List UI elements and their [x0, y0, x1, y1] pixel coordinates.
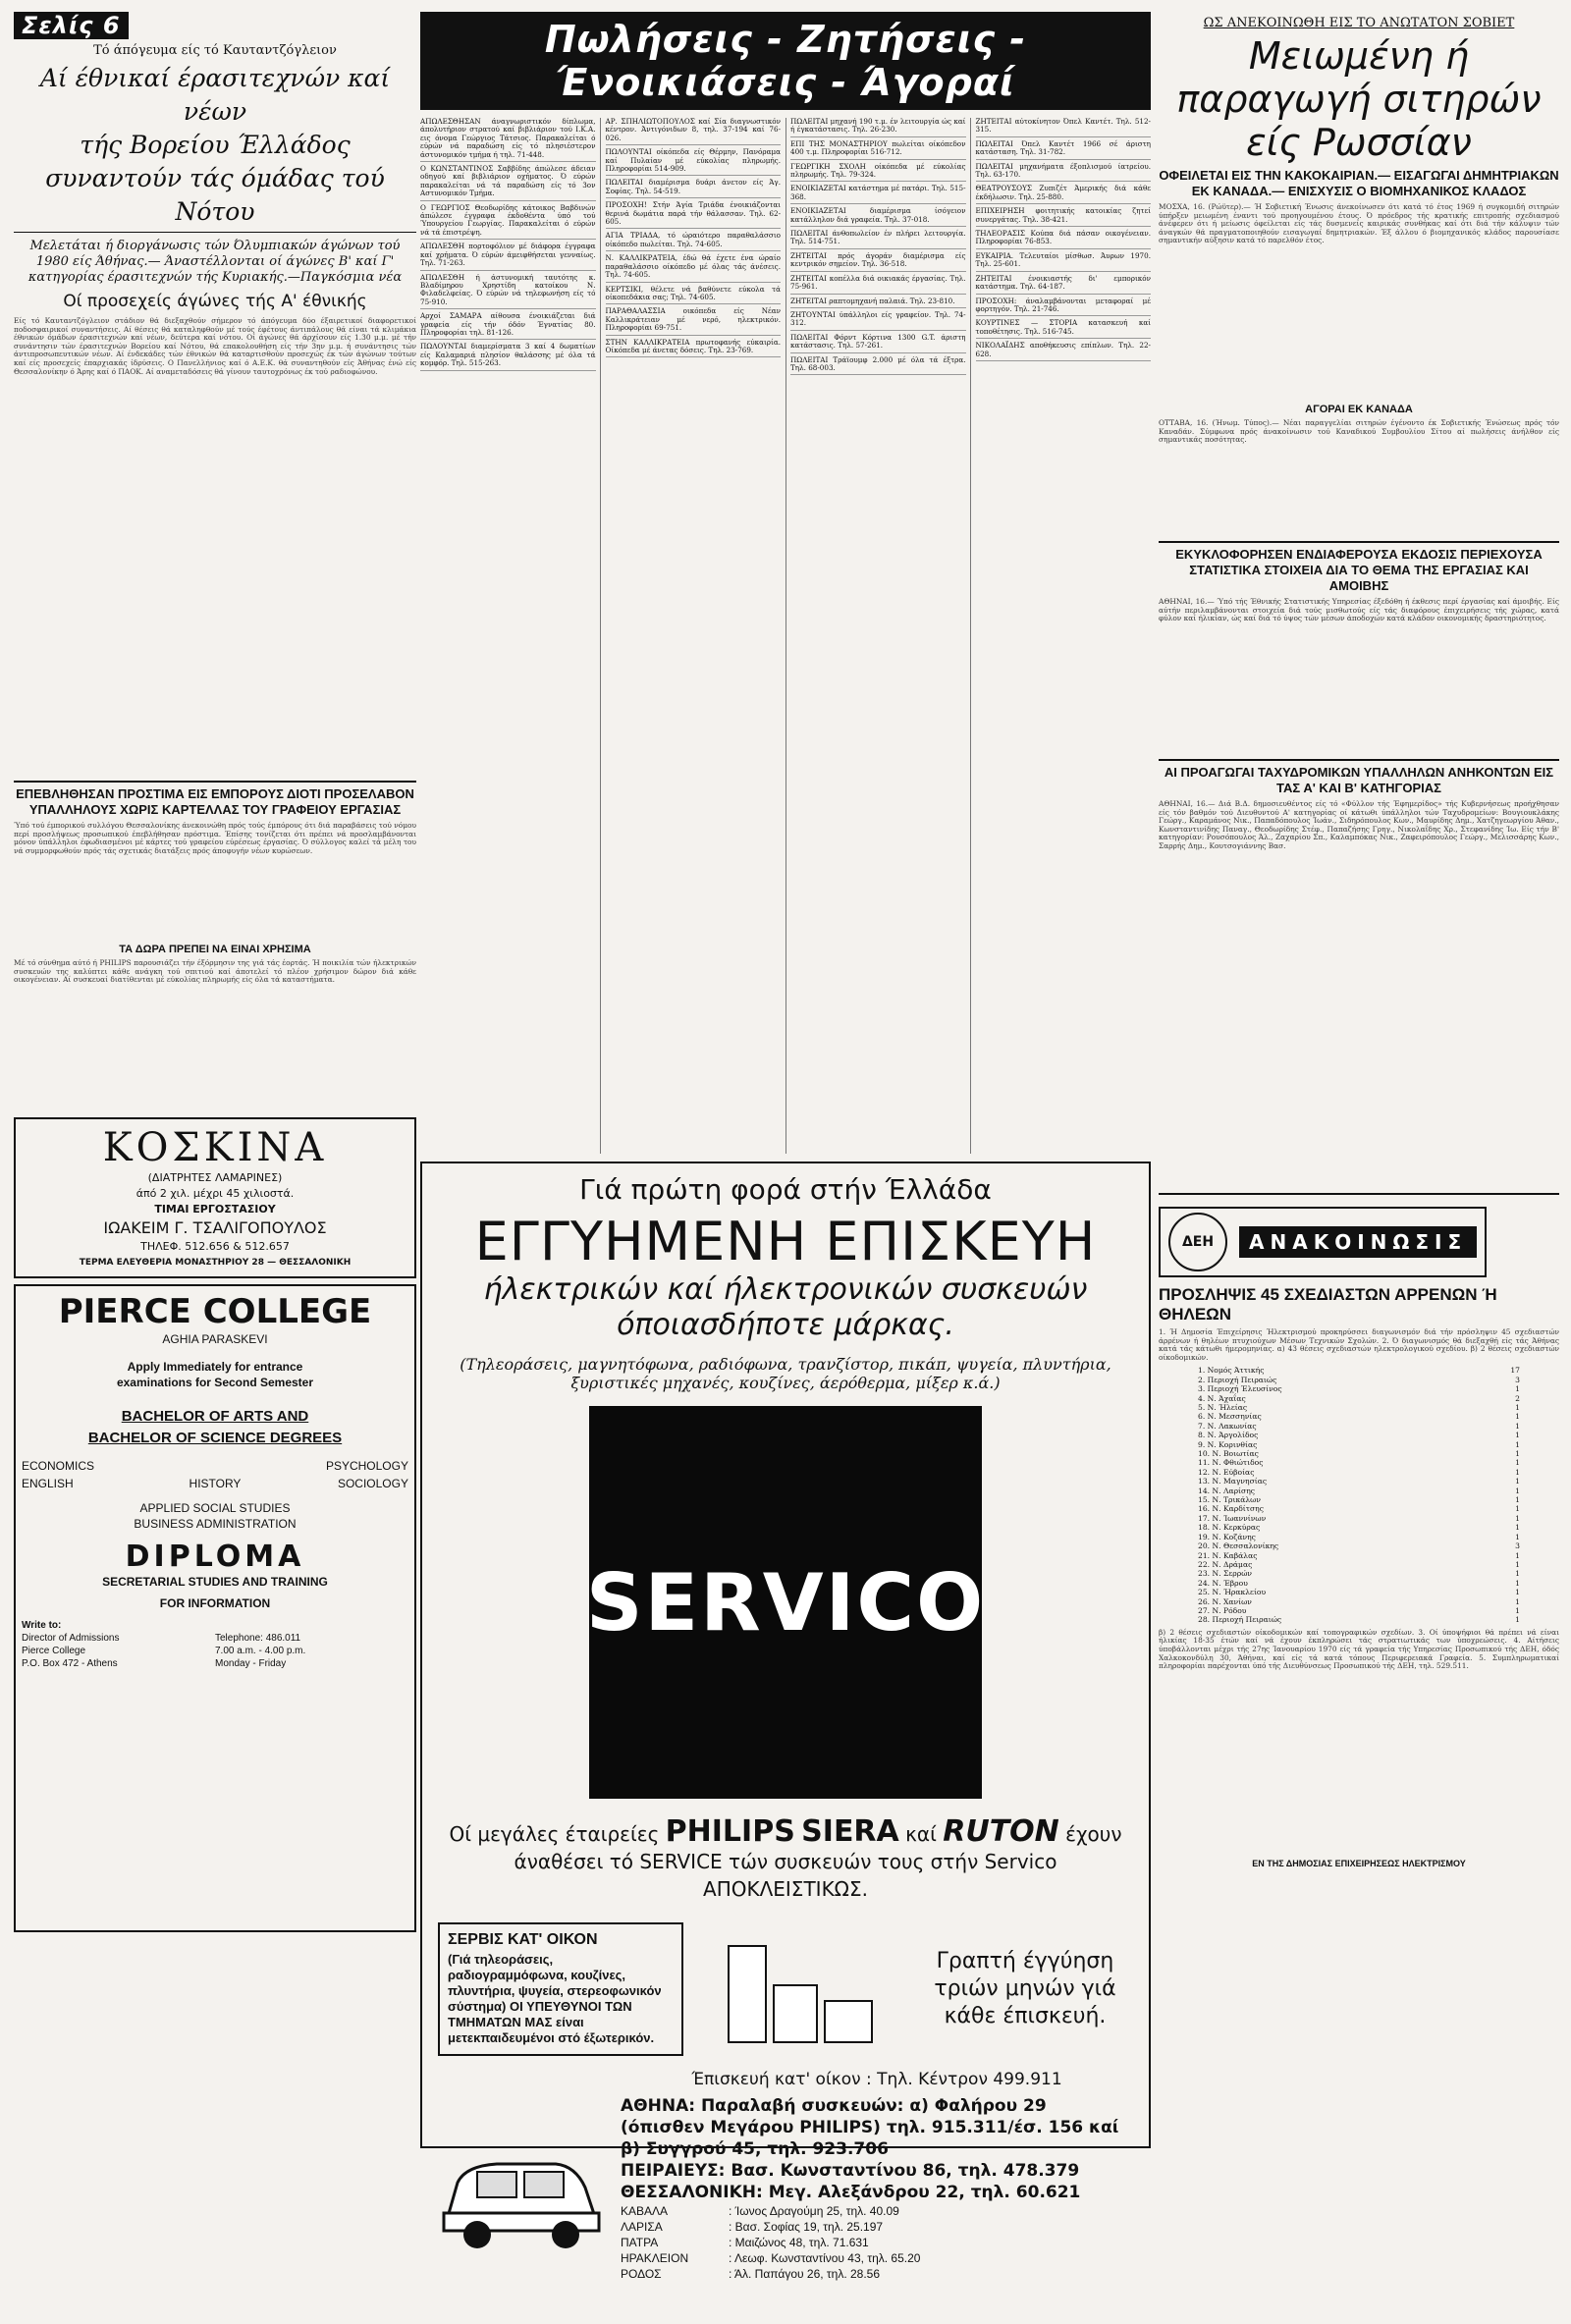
city-address: : Βασ. Σοφίας 19, τηλ. 25.197 [729, 2220, 884, 2234]
list-item: 8. Ν. Άργολίδος 1 [1198, 1431, 1520, 1440]
subject [150, 1459, 279, 1473]
ad-addresses [438, 2070, 1133, 2282]
subject: SOCIOLOGY [337, 1477, 408, 1490]
statistics-headline: ΕΚΥΚΛΟΦΟΡΗΣΕΝ ΕΝΔΙΑΦΕΡΟΥΣΑ ΕΚΔΟΣΙΣ ΠΕΡΙΕΧΟΥΣΑ ΣΤΑΤΙΣΤΙΚΑ ΣΤΟΙΧΕΙΑ ΔΙΑ ΤΟ ΘΕΜΑ ΤΗΣ ΕΡΓΑΣΙΑΣ ΚΑΙ ΑΜΟΙΒΗΣ [1175, 547, 1543, 593]
headline-line: Αί έθνικαί έρασιτεχνών καί νέων [39, 64, 391, 126]
list-item: 6. Ν. Μεσσηνίας 1 [1198, 1412, 1520, 1422]
list-item: 4. Ν. Άχαΐας 2 [1198, 1393, 1520, 1403]
city-name: ΚΑΒΑΛΑ [621, 2204, 669, 2218]
classified-ad: ΑΠΩΛΕΣΘΗ πορτοφόλιον μέ διάφορα έγγραφα καί χρήματα. Ό εύρών άμειφθήσεται γενναίως. Τηλ. 71-263. [420, 243, 596, 270]
city-name: ΗΡΑΚΛΕΙΟΝ [621, 2251, 689, 2265]
classified-ad: ΠΩΛΕΙΤΑΙ διαμέρισμα δυάρι άνετον είς Άγ. Σοφίας. Τηλ. 54-519. [606, 179, 782, 198]
ad-address-block [621, 2070, 1133, 2282]
list-item: 3. Περιοχή Έλευσίνος 1 [1198, 1384, 1520, 1394]
list-item: 9. Ν. Κορινθίας 1 [1198, 1439, 1520, 1449]
classified-ad: ΖΗΤΕΙΤΑΙ πρός άγοράν διαμέρισμα είς κεντρικόν σημείον. Τηλ. 36-518. [790, 252, 966, 272]
home-call-line: Έπισκευή κατ' οίκον : Τηλ. Κέντρον 499.911 [691, 2070, 1062, 2089]
announcement-body: 1. Ή Δημοσία Έπιχείρησις Ήλεκτρισμού προκηρύσσει διαγωνισμόν διά τήν πρόσληψιν 45 σχεδιαστών άρρένων ή θηλέων πτυχιούχων Μέσων Τεχνικών Σχολών. 2. Ό διαγωνισμός θά διεξαχθή είς τάς Άθήνας κατά τάς κάτωθι ήμερομηνίας. α) 43 θέσεις σχεδιαστών ηλεκτρολογικού σχεδίου. β) 2 θέσεις σχεδιαστών οίκοδομικών. [1159, 1327, 1559, 1362]
pierce-apply-line: Apply Immediately for entrance [127, 1360, 303, 1374]
postal-headline: ΑΙ ΠΡΟΑΓΩΓΑΙ ΤΑΧΥΔΡΟΜΙΚΩΝ ΥΠΑΛΛΗΛΩΝ ΑΝΗΚΟΝΤΩΝ ΕΙΣ ΤΑΣ Α' ΚΑΙ Β' ΚΑΤΗΓΟΡΙΑΣ [1164, 765, 1554, 795]
classified-ad: ΠΩΛΕΙΤΑΙ Όπελ Καντέτ 1966 σέ άριστη κατάσταση. Τηλ. 31-782. [976, 140, 1152, 160]
classified-ad: ΚΕΡΤΣΙΚΙ, θέλετε νά βαθύνετε εύκολα τά οίκοπεδάκια σας; Τηλ. 74-605. [606, 286, 782, 305]
classified-ad: ΑΓΙΑ ΤΡΙΑΔΑ, τό ώραιότερο παραθαλάσσιο οίκόπεδο πωλείται. Τηλ. 74-605. [606, 232, 782, 251]
city-name: ΠΑΤΡΑ [621, 2236, 659, 2249]
list-item: 23. Ν. Σερρών 1 [1198, 1569, 1520, 1579]
list-item: 27. Ν. Ρόδου 1 [1198, 1605, 1520, 1615]
ussr-headline: Μειωμένη ή παραγωγή σιτηρών είς Ρωσσίαν [1176, 34, 1542, 164]
classified-ad: ΠΩΛΕΙΤΑΙ άνθοπωλείον έν πλήρει λειτουργία. Τηλ. 514-751. [790, 230, 966, 249]
sports-lede: Μελετάται ή διοργάνωσις τών Όλυμπιακών άγώνων τού 1980 είς Άθήνας.— Άναστέλλονται οί άγώνες Β' καί Γ' κατηγορίας έρασιτεχνών τής Κυριακής.—Παγκόσμια νέα [27, 239, 403, 285]
ussr-deck: ΟΦΕΙΛΕΤΑΙ ΕΙΣ ΤΗΝ ΚΑΚΟΚΑΙΡΙΑΝ.— ΕΙΣΑΓΩΓΑΙ ΔΗΜΗΤΡΙΑΚΩΝ ΕΚ ΚΑΝΑΔΑ.— ΕΝΙΣΧΥΣΙΣ Ο ΒΙΟΜΗΧΑΝΙΚΟΣ ΚΛΑΔΟΣ [1159, 168, 1559, 198]
pierce-college-ad [14, 1284, 416, 1932]
fines-article-body: Ύπό τού έμπορικού συλλόγου Θεσσαλονίκης άνεκοινώθη πρός τούς έμπόρους ότι διά παραβάσεις τού νόμου περί προσλήψεως προσωπικού έπεβλήθησαν πρόστιμα. Έπίσης τονίζεται ότι πρέπει νά προσλαμβάνονται μόνον ύπάλληλοι έφωδιασμένοι μέ κάρτες τού γραφείου εύρέσεως έργασίας. Ό σύλλογος καλεί τά μέλη του νά συμμορφωθούν πρός τάς σχετικάς διατάξεις πρός άποφυγήν νέων κυρώσεων. [14, 821, 416, 855]
city-name: ΛΑΡΙΣΑ [621, 2220, 663, 2234]
list-item: 12. Ν. Εύβοίας 1 [1198, 1467, 1520, 1477]
thessaloniki-address: ΘΕΣΣΑΛΟΝΙΚΗ: Μεγ. Αλεξάνδρου 22, τηλ. 60.621 [621, 2183, 1081, 2202]
koskina-prices: ΤΙΜΑΙ ΕΡΓΟΣΤΑΣΙΟΥ [154, 1203, 276, 1216]
headline-line: συναντούν τάς όμάδας τού Νότου [45, 164, 385, 226]
classified-ad: ΖΗΤΕΙΤΑΙ ραπτομηχανή παλαιά. Τηλ. 23-810. [790, 297, 966, 308]
contact-line: 7.00 a.m. - 4.00 p.m. [215, 1646, 306, 1656]
classified-ad: ΖΗΤΕΙΤΑΙ ένοικιαστής δι' εμπορικόν κατάστημα. Τηλ. 64-187. [976, 275, 1152, 295]
list-item: 25. Ν. Ήρακλείου 1 [1198, 1588, 1520, 1597]
classified-ad: ΠΩΛΟΥΝΤΑΙ διαμερίσματα 3 καί 4 δωματίων είς Καλαμαριά πλησίον θαλάσσης μέ όλα τά κομφόρ. Τηλ. 515-263. [420, 343, 596, 370]
classified-ad: ΕΠΙ ΤΗΣ ΜΟΝΑΣΤΗΡΙΟΥ πωλείται οίκόπεδον 400 τ.μ. Πληροφορίαι 516-712. [790, 140, 966, 160]
list-item: 10. Ν. Βοιωτίας 1 [1198, 1449, 1520, 1459]
ad-subline: ήλεκτρικών καί ήλεκτρονικών συσκευών [483, 1272, 1088, 1307]
classified-ad: ΕΠΙΧΕΙΡΗΣΗ φοιτητικής κατοικίας ζητεί συνεργάτας. Τηλ. 38-421. [976, 207, 1152, 227]
list-item: 22. Ν. Δράμας 1 [1198, 1559, 1520, 1569]
classified-ad: ΣΤΗΝ ΚΑΛΛΙΚΡΑΤΕΙΑ πρωτοφανής εύκαιρία. Οίκόπεδα μέ άνετας δόσεις. Τηλ. 23-769. [606, 339, 782, 358]
list-item: 19. Ν. Κοζάνης 1 [1198, 1532, 1520, 1541]
classified-ad: ΠΩΛΕΙΤΑΙ Φόρντ Κόρτινα 1300 G.T. άριστη κατάστασις. Τηλ. 57-261. [790, 334, 966, 353]
classified-ad: ΠΡΟΣΟΧΗ! Στήν Άγία Τριάδα ένοικιάζονται θερινά δωμάτια παρά τήν θάλασσαν. Τηλ. 62-605. [606, 201, 782, 229]
list-item: 5. Ν. Ήλείας 1 [1198, 1403, 1520, 1412]
classified-ad: ΑΠΩΛΕΣΘΗ ή άστυνομική ταυτότης κ. Βλαδίμηρου Χρηστίδη κατοίκου Ν. Φιλαδελφείας. Ό εύρών νά τηλεφωνήση είς τό 75-910. [420, 274, 596, 310]
dei-announcement [1159, 1193, 1559, 1868]
city-address: : Ίωνος Δραγούμη 25, τηλ. 40.09 [729, 2204, 899, 2218]
pierce-subjects [22, 1459, 408, 1490]
left-column [14, 12, 416, 1932]
brand-philips: PHILIPS [665, 1814, 795, 1849]
subject: ECONOMICS [22, 1459, 95, 1473]
pierce-contact [22, 1619, 408, 1670]
subject: PSYCHOLOGY [325, 1459, 408, 1473]
ussr-kicker: ΩΣ ΑΝΕΚΟΙΝΩΘΗ ΕΙΣ ΤΟ ΑΝΩΤΑΤΟΝ ΣΟΒΙΕΤ [1203, 16, 1515, 30]
home-service-title: ΣΕΡΒΙΣ ΚΑΤ' ΟΙΚΟΝ [448, 1931, 598, 1948]
classified-ad: ΘΕΑΤΡΟΥΣΟΥΣ Ζυπιζέτ Άμερικής διά κάθε έκδήλωσιν. Τηλ. 25-880. [976, 185, 1152, 204]
ad-guarantee: Γραπτή έγγύηση τριών μηνών γιά κάθε έπισκευή. [934, 1949, 1116, 2028]
city-name: ΡΟΔΟΣ [621, 2267, 662, 2281]
pierce-apply-line: examinations for Second Semester [116, 1376, 314, 1389]
announcement-body-2: β) 2 θέσεις σχεδιαστών οίκοδομικών καί τοπογραφικών σχεδίων. 3. Οί ύποψήφιοι θά πρέπει νά είναι ήλικίας 18-35 έτών καί νά έχουν έκπληρώσει τάς στρατιωτικάς των ύποχρεώσεις. 4. Αίτήσεις ύποβάλλονται μέχρι τής 27ης Ίανουαρίου 1970 είς τά γραφεία τής Υπηρεσίας Προσωπικού τής ΔΕΗ, όδός Χαλκοκονδύλη 30, Άθήναι, καί είς τά κατά τόπους Περιφερειακά Γραφεία. 5. Συμπληρωματικαί πληροφορίαι παρέχονται ύπό τής Διευθύνσεως Προσωπικού τής ΔΕΗ, τηλ. 529.511. [1159, 1627, 1559, 1671]
headline-line: τής Βορείου Έλλάδος [80, 131, 351, 159]
classified-ad: ΝΙΚΟΛΑΪΔΗΣ αποθήκευσις επίπλων. Τηλ. 22-628. [976, 342, 1152, 361]
sports-subhead: Οί προσεχείς άγώνες τής Α' έθνικής [63, 292, 367, 311]
gifts-headline: ΤΑ ΔΩΡΑ ΠΡΕΠΕΙ ΝΑ ΕΙΝΑΙ ΧΡΗΣΙΜΑ [119, 944, 311, 955]
contact-line: Pierce College [22, 1646, 86, 1656]
pierce-degree: BACHELOR OF SCIENCE DEGREES [87, 1430, 343, 1446]
canada-subhead: ΑΓΟΡΑΙ ΕΚ ΚΑΝΑΔΑ [1305, 404, 1413, 415]
classified-ad: ΠΩΛΕΙΤΑΙ μηχανή 190 τ.μ. έν λειτουργία ώς καί ή έγκατάστασις. Τηλ. 26-230. [790, 118, 966, 137]
classified-ad: ΠΑΡΑΘΑΛΑΣΣΙΑ οικόπεδα είς Νέαν Καλλικράτειαν μέ νερό, ηλεκτρικόν. Πληροφορίαι 69-751. [606, 307, 782, 335]
classified-ad: ΕΥΚΑΙΡΙΑ. Τελευταίοι μίσθωσ. Άυρων 1970. Τηλ. 25-601. [976, 252, 1152, 272]
write-to: Write to: [22, 1620, 62, 1631]
piraeus-address: ΠΕΙΡΑΙΕΥΣ: Βασ. Κωνσταντίνου 86, τηλ. 478.379 [621, 2161, 1080, 2181]
classified-ad: ΑΠΩΛΕΣΘΗΣΑΝ άναγνωριστικόν δίπλωμα, άπολυτήριον στρατού καί βιβλιάριον τού Ι.Κ.Α. εις όνομα Γεώργιος Τάτσιος. Παρακαλείται ό εύρών νά παραδώση είς τό πλησιέστερον άστυνομικόν τμήμα ή τηλ. 71-448. [420, 118, 596, 162]
list-item: 7. Ν. Λακωνίας 1 [1198, 1421, 1520, 1431]
dei-logo: ΔΕΗ [1168, 1213, 1227, 1271]
ad-appliance-list: (Τηλεοράσεις, μαγνητόφωνα, ραδιόφωνα, τρανζίστορ, πικάπ, ψυγεία, πλυντήρια, ξυριστικές μηχανές, κουζίνες, άερόθερμα, μίξερ κ.ά.) [460, 1355, 1111, 1392]
classified-ad: ΖΗΤΟΥΝΤΑΙ ύπάλληλοι είς γραφείον. Τηλ. 74-312. [790, 311, 966, 331]
tv-icon [824, 2000, 873, 2043]
contact-line: P.O. Box 472 - Athens [22, 1658, 118, 1669]
koskina-size: άπό 2 χιλ. μέχρι 45 χιλιοστά. [135, 1187, 295, 1200]
list-item: 15. Ν. Τρικάλων 1 [1198, 1495, 1520, 1505]
athens-address: ΑΘΗΝΑ: Παραλαβή συσκευών: α) Φαλήρου 29 (όπισθεν Μεγάρου PHILIPS) τηλ. 915.311/έσ. 156 καί β) Συγγρού 45, τηλ. 923.706 [621, 2096, 1119, 2159]
list-item: 13. Ν. Μαγνησίας 1 [1198, 1477, 1520, 1486]
contact-line: Director of Admissions [22, 1633, 120, 1644]
right-column [1159, 12, 1559, 1872]
contact-line: Telephone: 486.011 [215, 1633, 301, 1644]
ad-brands-line: άναθέσει τό SERVICE τών συσκευών τους στήν Servico ΑΠΟΚΛΕΙΣΤΙΚΩΣ. [514, 1850, 1057, 1901]
canada-article-body: ΟΤΤΑΒΑ, 16. (Ήνωμ. Τύπος).— Νέαι παραγγελίαι σιτηρών έγένοντο έκ Σοβιετικής Ένώσεως πρός τόν Καναδάν. Σύμφωνα πρός άνακοίνωσιν τού Καναδικού Συμβουλίου Σίτου αί πωλήσεις άνήλθον είς σημαντικάς ποσότητας. [1159, 418, 1559, 445]
pierce-diploma-sub: SECRETARIAL STUDIES AND TRAINING [102, 1575, 328, 1589]
list-item: 17. Ν. Ίωαννίνων 1 [1198, 1513, 1520, 1523]
appliances-illustration [722, 1935, 879, 2043]
classified-ad: ΓΕΩΡΓΙΚΗ ΣΧΟΛΗ οίκόπεδα μέ εύκολίας πληρωμής. Τηλ. 79-324. [790, 163, 966, 183]
subject: BUSINESS ADMINISTRATION [134, 1517, 297, 1531]
pierce-diploma-sub: FOR INFORMATION [159, 1596, 271, 1610]
list-item: 24. Ν. Έβρου 1 [1198, 1578, 1520, 1588]
classified-ad: ΕΝΟΙΚΙΑΖΕΤΑΙ κατάστημα μέ πατάρι. Τηλ. 515-368. [790, 185, 966, 204]
pierce-title: PIERCE COLLEGE [58, 1292, 372, 1331]
list-item: 21. Ν. Καβάλας 1 [1198, 1550, 1520, 1560]
koskina-phone: ΤΗΛΕΦ. 512.656 & 512.657 [140, 1240, 290, 1253]
classified-ad: ΠΡΟΣΟΧΗ: άναλαμβάνονται μεταφοραί μέ φορτηγόν. Τηλ. 21-746. [976, 297, 1152, 317]
ad-guaranteed-repair: ΕΓΓΥΗΜΕΝΗ ΕΠΙΣΚΕΥΗ [474, 1211, 1097, 1272]
list-item: 14. Ν. Λαρίσης 1 [1198, 1486, 1520, 1495]
servico-logo: SERVICO [589, 1406, 982, 1799]
brand-siera: SIERA [801, 1814, 899, 1849]
classified-ad: ΖΗΤΕΙΤΑΙ κοπέλλα διά οικιακάς έργασίας. Τηλ. 75-961. [790, 275, 966, 295]
postal-article-body: ΑΘΗΝΑΙ, 16.— Διά Β.Δ. δημοσιευθέντος είς τό «Φύλλον τής Έφημερίδος» τής Κυβερνήσεως προήχθησαν είς τόν βαθμόν τού Διευθυντού Α' κατηγορίας οί κάτωθι ύπάλληλοι τών Ταχυδρομείων: Βουγιουκλάκης Γεώργ., Καραμάνος Νικ., Παπαδόπουλος Ίωάν., Σιδηρόπουλος Κων., Μαυρίδης Δημ., Χατζηγεωργίου Άθαν., Κωνσταντινίδης Παναγ., Θεοδωρίδης Στέφ., Παπαζήσης Γρηγ., Νικολαΐδης Χρ., Στεφανίδης Ίω. Είς τήν Β' κατηγορίαν: Ρουσόπουλος Άλ., Ζαχαρίου Σπ., Καλαμπόκας Νικ., Ζαφειρόπουλος Γεώργ., Μελισσάρης Κων., Σαρρής Δημ., Κουτσογιάννης Βασ. [1159, 799, 1559, 850]
classified-ad: ΠΩΛΟΥΝΤΑΙ οίκόπεδα είς Θέρμην, Πανόραμα καί Πυλαίαν μέ εύκολίας πληρωμής. Πληροφορίαι 514-909. [606, 148, 782, 176]
list-item: 1. Νομός Άττικής 17 [1198, 1366, 1520, 1376]
sports-headline [14, 62, 416, 229]
subject: HISTORY [189, 1477, 242, 1490]
announcement-word: ΑΝΑΚΟΙΝΩΣΙΣ [1239, 1226, 1477, 1258]
classified-ad: ΑΡ. ΣΠΗΛΙΩΤΟΠΟΥΛΟΣ καί Σία διαγνωστικόν κέντρον. Άντιγόνιδων 8, τηλ. 37-194 καί 76-026. [606, 118, 782, 145]
list-item: 2. Περιοχή Πειραιώς 3 [1198, 1375, 1520, 1384]
list-item: 16. Ν. Καρδίτσης 1 [1198, 1504, 1520, 1514]
subject: APPLIED SOCIAL STUDIES [139, 1501, 291, 1515]
section-tag: Σελίς 6 [14, 12, 416, 39]
list-item: 28. Περιοχή Πειραιώς 1 [1198, 1615, 1520, 1625]
classified-ad: ΚΟΥΡΤΙΝΕΣ — ΣΤΟΡΙΑ κατασκευή καί τοποθέτησις. Τηλ. 516-745. [976, 319, 1152, 339]
announcement-list [1159, 1366, 1559, 1624]
city-addresses [621, 2203, 1133, 2282]
koskina-ad [14, 1117, 416, 1278]
classified-ad: ΖΗΤΕΙΤΑΙ αύτοκίνητον Όπελ Καντέτ. Τηλ. 512-315. [976, 118, 1152, 137]
middle-column [420, 12, 1151, 2281]
koskina-title: ΚΟΣΚΙΝΑ [102, 1125, 328, 1170]
ussr-article-body: ΜΟΣΧΑ, 16. (Ρώϋτερ).— Ή Σοβιετική Ένωσις άνεκοίνωσεν ότι κατά τό έτος 1969 ή συγκομιδή σιτηρών ύπήρξεν μειωμένη έναντι τού προηγουμένου έτους. Ό πρόεδρος τής κρατικής επιτροπής σχεδιασμού άνέφερεν ότι ή μείωσις όφείλεται είς τάς δυσμενείς καιρικάς συνθήκας καί ότι διά τήν κάλυψιν τών άναγκών θά πραγματοποιηθούν εισαγωγαί δημητριακών. Έξ άλλου ό βιομηχανικός κλάδος παρουσίασε σημαντικήν αύξησιν κατά τό παρελθόν έτος. [1159, 202, 1559, 245]
classified-ad: Ν. ΚΑΛΛΙΚΡΑΤΕΙΑ, έδώ θά έχετε ένα ώραίο παραθαλάσσιο οίκόπεδο μέ όλας τάς άνέσεις. Τηλ. 74-605. [606, 254, 782, 282]
announcement-footer: ΕΝ ΤΗΣ ΔΗΜΟΣΙΑΣ ΕΠΙΧΕΙΡΗΣΕΩΣ ΗΛΕΚΤΡΙΣΜΟΥ [1252, 1858, 1466, 1868]
gifts-article-body: Μέ τό σύνθημα αύτό ή PHILIPS παρουσιάζει τήν έξόρμησιν της γιά τάς έορτάς. Ή ποικιλία τών ήλεκτρικών συσκευών της καλύπτει κάθε ανάγκη τού σπιτιού καί άποτελεί τό πλέον χρήσιμον δώρον διά κάθε οικογένειαν. Αί συσκευαί διατίθενται μέ εύκολίας πληρωμής είς όλα τά καταστήματα. [14, 958, 416, 985]
servico-ad [420, 1162, 1151, 2281]
fridge-icon [728, 1945, 767, 2043]
classified-ad: Ο ΓΕΩΡΓΙΟΣ Θεοδωρίδης κάτοικος Βαβδινών άπώλεσε έγγραφα έκδοθέντα ύπό τού Ύπουργείου Γεωργίας. Παρακαλείται ό εύρών νά τά έπιστρέψη. [420, 204, 596, 241]
contact-line: Monday - Friday [215, 1658, 287, 1669]
classified-ad: Ο ΚΩΝΣΤΑΝΤΙΝΟΣ Σαββίδης άπώλεσε άδειαν οδηγού καί βιβλιάριον οχήματος. Ό εύρών παρακαλείται νά τά παραδώση είς τό 3ον Αστυνομικόν Τμήμα. [420, 165, 596, 201]
ad-service-row [438, 1922, 1133, 2056]
city-address: : Λεωφ. Κωνσταντίνου 43, τηλ. 65.20 [729, 2251, 921, 2265]
fines-headline: ΕΠΕΒΛΗΘΗΣΑΝ ΠΡΟΣΤΙΜΑ ΕΙΣ ΕΜΠΟΡΟΥΣ ΔΙΟΤΙ ΠΡΟΣΕΛΑΒΟΝ ΥΠΑΛΛΗΛΟΥΣ ΧΩΡΙΣ ΚΑΡΤΕΛΛΑΣ ΤΟΥ ΓΡΑΦΕΙΟΥ ΕΡΓΑΣΙΑΣ [16, 786, 414, 817]
classified-ad: ΠΩΛΕΙΤΑΙ Τράϊουμφ 2.000 μέ όλα τά έξτρα. Τηλ. 68-003. [790, 356, 966, 376]
koskina-name: ΙΩΑΚΕΙΜ Γ. ΤΣΑΛΙΓΟΠΟΥΛΟΣ [103, 1218, 327, 1237]
sports-kicker: Τό άπόγευμα είς τό Καυταντζόγλειον [93, 43, 337, 58]
ad-subline: όποιασδήποτε μάρκας. [617, 1308, 954, 1342]
home-service-body: (Γιά τηλεοράσεις, ραδιογραμμόφωνα, κουζίνες, πλυντήρια, ψυγεία, στερεοφωνικόν σύστημα) ΟΙ ΥΠΕΥΘΥΝΟΙ ΤΩΝ ΤΜΗΜΑΤΩΝ ΜΑΣ είναι μετεκπαιδευμένοι στό έξωτερικόν. [448, 1952, 662, 2045]
announcement-tag [1159, 1207, 1487, 1277]
classified-ad: ΤΗΛΕΟΡΑΣΙΣ Κούπα διά πάσαν οικογένειαν. Πληροφορίαι 76-853. [976, 230, 1152, 249]
subject: ENGLISH [22, 1477, 74, 1490]
classified-ad: ΕΝΟΙΚΙΑΖΕΤΑΙ διαμέρισμα ίσόγειον κατάλληλον διά γραφεία. Τηλ. 37-018. [790, 207, 966, 227]
announcement-headline: ΠΡΟΣΛΗΨΙΣ 45 ΣΧΕΔΙΑΣΤΩΝ ΑΡΡΕΝΩΝ Ή ΘΗΛΕΩΝ [1159, 1285, 1497, 1324]
statistics-article-body: ΑΘΗΝΑΙ, 16.— Ύπό τής Έθνικής Στατιστικής Υπηρεσίας έξεδόθη ή έκθεσις περί έργασίας καί άμοιβής. Είς αύτήν περιλαμβάνονται στοιχεία διά τούς μισθωτούς είς τάς διαφόρους έπιχειρήσεις τής χώρας, κατά φύλον καί ήλικίαν, ώς καί διά τό ύψος τών μέσων άποδοχών κατά κλάδον οικονομικής δραστηριότητος. [1159, 597, 1559, 623]
service-van-icon [438, 2148, 605, 2256]
city-address: : Μαιζώνος 48, τηλ. 71.631 [729, 2236, 869, 2249]
list-item: 26. Ν. Χανίων 1 [1198, 1596, 1520, 1606]
brand-ruton: RUTON [943, 1814, 1059, 1849]
classified-ad: ΠΩΛΕΙΤΑΙ μηχανήματα έξοπλισμού ίατρείου. Τηλ. 63-170. [976, 163, 1152, 183]
ad-first-time: Γιά πρώτη φορά στήν Έλλάδα [579, 1173, 992, 1206]
koskina-address: ΤΕΡΜΑ ΕΛΕΥΘΕΡΙΑ ΜΟΝΑΣΤΗΡΙΟΥ 28 — ΘΕΣΣΑΛΟΝΙΚΗ [79, 1258, 352, 1268]
list-item: 11. Ν. Φθιώτιδος 1 [1198, 1458, 1520, 1468]
pierce-place: AGHIA PARASKEVI [162, 1332, 268, 1346]
classifieds-list [420, 118, 1151, 1154]
washer-icon [773, 1984, 818, 2043]
classifieds-banner: Πωλήσεις - Ζητήσεις - Ένοικιάσεις - Άγοραί [420, 12, 1151, 110]
ad-brands: Οί μεγάλες έταιρείες PHILIPS SIERA καί RUTON έχουν άναθέσει τό SERVICE τών συσκευών τους στήν Servico ΑΠΟΚΛΕΙΣΤΙΚΩΣ. [438, 1818, 1133, 1903]
classified-ad: Αρχοί ΣΑΜΑΡΑ αίθουσα ένοικιάζεται διά γραφεία είς τήν όδόν Έγνατίας 80. Πληροφορίαι τηλ. 81-126. [420, 312, 596, 340]
city-address: : Άλ. Παπάγου 26, τηλ. 28.56 [729, 2267, 881, 2281]
list-item: 20. Ν. Θεσσαλονίκης 3 [1198, 1541, 1520, 1551]
home-service-box [438, 1922, 683, 2056]
list-item: 18. Ν. Κερκύρας 1 [1198, 1523, 1520, 1533]
pierce-degree: BACHELOR OF ARTS AND [121, 1408, 309, 1425]
sports-article-body: Είς τό Καυταντζόγλειον στάδιον θά διεξαχθούν σήμερον τό άπόγευμα δύο έξαιρετικοί διαφορετικοί ποδοσφαιρικοί συναντήσεις. Αί θέσεις θά καταληφθούν μέ τούς έφέτους άντιπάλους θά είναι τά κλιμάκια έθνικών όμάδων έρασιτεχνών καί νέων, δεύτερα καί νότου. Οί άγώνες θά άρχίσουν είς 1.30 μ.μ. μέ τήν συνάντησιν τών έρασιτεχνών Βορείου καί Νότου, θά επακολουθήση είς τήν 3ην μ.μ. ή συνάντησις τών άντιπροσωπευτικών νέων. Αί ένδεκάδες τών έθνικών θά καταρτισθούν προσεχώς έκ τών άγώνων τούτων καί είς προσεχείς έπαρχιακάς ίδρύσεις. Ο Πανελλήνιος καί ό Α.Ε.Κ. θά συναντηθούν είς Άθήνας ένώ είς Θεσσαλονίκην ό Άρης καί ό ΠΑΟΚ. Αί αναμεταδόσεις θά γίνουν ταυτοχρόνως έκ τού ραδιοφώνου. [14, 316, 416, 376]
koskina-subtitle: (ΔΙΑΤΡΗΤΕΣ ΛΑΜΑΡΙΝΕΣ) [147, 1171, 283, 1184]
pierce-diploma: DIPLOMA [125, 1540, 305, 1574]
